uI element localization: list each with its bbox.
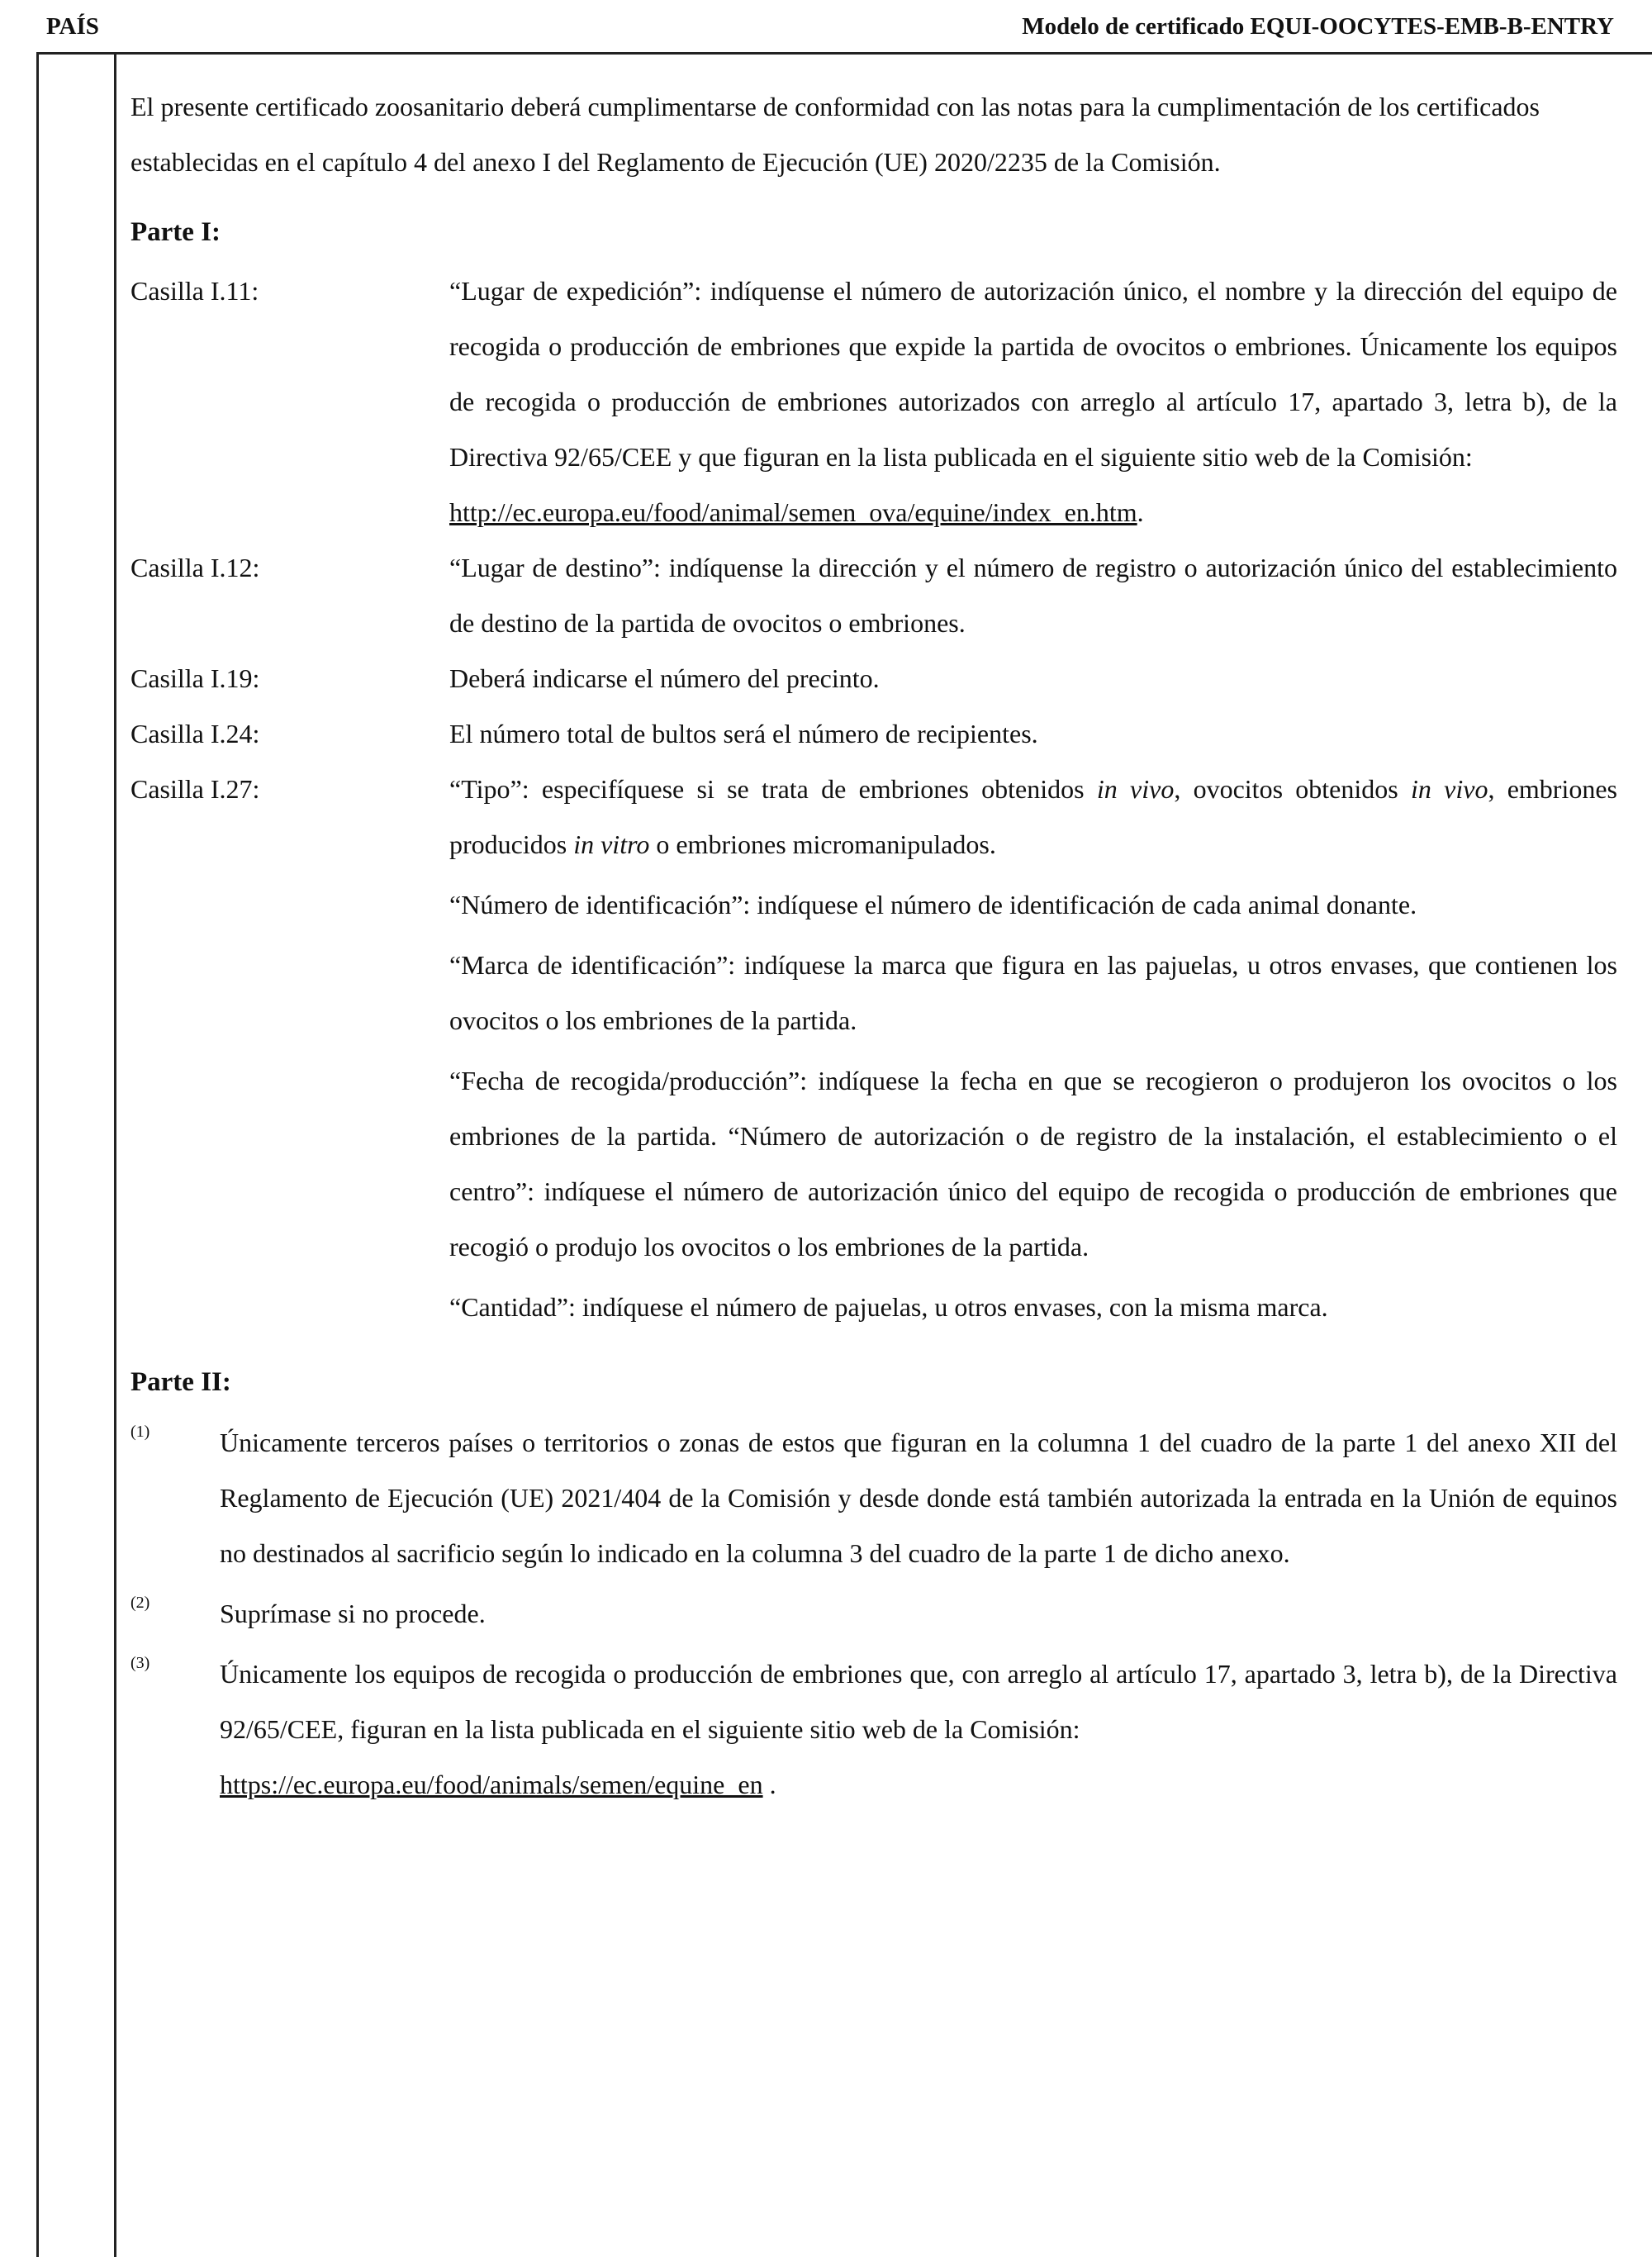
- commission-link-2[interactable]: https://ec.europa.eu/food/animals/semen/equine_en: [220, 1770, 763, 1799]
- in-vivo-term: in vivo: [1411, 774, 1488, 804]
- box-I11: [131, 264, 1617, 540]
- intro-paragraph: El presente certificado zoosanitario deberá cumplimentarse de conformidad con las notas para la cumplimentación de los certificados establecidas en el capítulo 4 del anexo I del Reglamento de Ejecución (UE) 2020/2235 de la Comisión.: [131, 92, 1540, 177]
- box-I24: [131, 706, 1617, 762]
- box-I11-text: “Lugar de expedición”: indíquense el número de autorización único, el nombre y la dirección del equipo de recogida o producción de embriones que expide la partida de ovocitos o embriones. Únicamente los equipos de recogida o producción de embriones autorizados con arreglo al artículo 17, apartado 3, letra b), de la Directiva 92/65/CEE y que figuran en la lista publicada en el siguiente sitio web de la Comisión:: [449, 276, 1617, 472]
- spacer: [131, 1335, 1617, 1355]
- link-tail: .: [1137, 497, 1144, 527]
- table-top-border: [36, 52, 1652, 55]
- footnote-number: (3): [131, 1654, 150, 1672]
- box-I19: [131, 651, 1617, 706]
- footnote-2: [131, 1586, 1617, 1642]
- in-vivo-term: in vivo: [1096, 774, 1175, 804]
- page-header: [46, 13, 1614, 63]
- box-I12: [131, 540, 1617, 651]
- box-label: Casilla I.12:: [131, 553, 260, 582]
- box-label: Casilla I.27:: [131, 774, 260, 804]
- notes-content: [131, 79, 1617, 1813]
- link-tail: .: [762, 1770, 776, 1799]
- left-border: [36, 53, 39, 2257]
- certificate-model-title: Modelo de certificado EQUI-OOCYTES-EMB-B-ENTRY: [1022, 13, 1614, 40]
- footnote-text: Suprímase si no procede.: [220, 1599, 486, 1628]
- tipo-text: o embriones micromanipulados.: [649, 829, 996, 859]
- footnote-number: (1): [131, 1423, 150, 1441]
- box-I12-text: “Lugar de destino”: indíquense la dirección y el número de registro o autorización único del establecimiento de destino de la partida de ovocitos o embriones.: [449, 553, 1617, 638]
- part2-title: Parte II:: [131, 1367, 231, 1397]
- footnote-text: Únicamente terceros países o territorios o zonas de estos que figuran en la columna 1 del cuadro de la parte 1 del anexo XII del Reglamento de Ejecución (UE) 2021/404 de la Comisión y desde donde está también autorizada la entrada en la Unión de equinos no destinados al sacrificio según lo indicado en la columna 3 del cuadro de la parte 1 de dicho anexo.: [220, 1428, 1617, 1568]
- box-I27-text: [449, 762, 1617, 1335]
- tipo-text: “Tipo”: especifíquese si se trata de embriones obtenidos: [449, 774, 1097, 804]
- cantidad-paragraph: “Cantidad”: indíquese el número de pajuelas, u otros envases, con la misma marca.: [449, 1292, 1328, 1322]
- marca-paragraph: “Marca de identificación”: indíquese la marca que figura en las pajuelas, u otros envases, que contienen los ovocitos o los embriones de la partida.: [449, 950, 1617, 1035]
- box-label: Casilla I.11:: [131, 276, 259, 306]
- numero-paragraph: “Número de identificación”: indíquese el número de identificación de cada animal donante.: [449, 890, 1417, 919]
- in-vitro-term: in vitro: [573, 829, 650, 859]
- box-label: Casilla I.19:: [131, 663, 260, 693]
- fecha-paragraph: “Fecha de recogida/producción”: indíquese la fecha en que se recogieron o produjeron los ovocitos o los embriones de la partida. “Número de autorización o de registro de la instalación, el establecimiento o el centro”: indíquese el número de autorización único del equipo de recogida o producción de embriones que recogió o produjo los ovocitos o los embriones de la partida.: [449, 1066, 1617, 1262]
- tipo-paragraph: [449, 762, 1617, 872]
- tipo-text: , embriones producidos: [449, 774, 1618, 859]
- country-label: PAÍS: [46, 13, 99, 40]
- part1-title: Parte I:: [131, 217, 221, 247]
- box-I19-text: Deberá indicarse el número del precinto.: [449, 663, 880, 693]
- box-label: Casilla I.24:: [131, 719, 260, 748]
- footnote-3: [131, 1646, 1617, 1813]
- box-I27: [131, 762, 1617, 1335]
- box-text: [449, 264, 1617, 540]
- box-I24-text: El número total de bultos será el número de recipientes.: [449, 719, 1038, 748]
- tipo-text: , ovocitos obtenidos: [1174, 774, 1411, 804]
- footnote-3-text: Únicamente los equipos de recogida o producción de embriones que, con arreglo al artículo 17, apartado 3, letra b), de la Directiva 92/65/CEE, figuran en la lista publicada en el siguiente sitio web de la Comisión:: [220, 1659, 1617, 1744]
- commission-link-1[interactable]: http://ec.europa.eu/food/animal/semen_ova/equine/index_en.htm: [449, 497, 1137, 527]
- footnote-1: [131, 1415, 1617, 1581]
- footnote-text: [220, 1646, 1617, 1813]
- footnote-number: (2): [131, 1594, 150, 1612]
- inner-border: [114, 53, 116, 2257]
